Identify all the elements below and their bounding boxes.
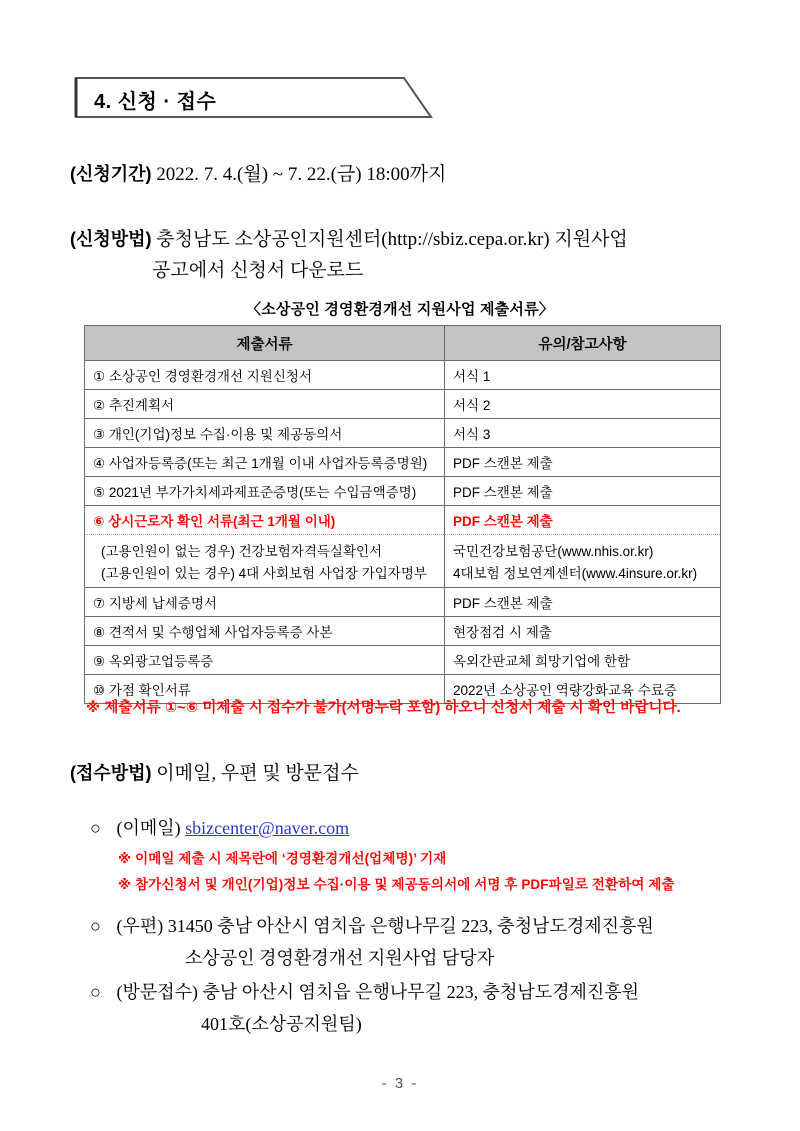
reception-visit-item	[90, 976, 639, 1008]
application-period-row	[70, 157, 446, 192]
application-method-value-continued: 공고에서 신청서 다운로드	[152, 260, 364, 281]
reception-postal-item	[90, 910, 654, 942]
reception-email-prefix: (이메일)	[116, 818, 181, 838]
table-row	[85, 561, 721, 588]
table-body	[85, 361, 721, 704]
cell-note: 4대보험 정보연계센터(www.4insure.or.kr)	[445, 561, 721, 588]
application-method-label: (신청방법)	[70, 229, 152, 249]
cell-document-name: ⑧ 견적서 및 수행업체 사업자등록증 사본	[85, 617, 445, 646]
reception-postal-text-continued: 소상공인 경영환경개선 지원사업 담당자	[185, 948, 495, 968]
cell-document-name: ③ 개인(기업)정보 수집·이용 및 제공동의서	[85, 419, 445, 448]
bullet-circle-icon: ○	[90, 916, 101, 936]
reception-method-row	[70, 756, 359, 791]
bullet-circle-icon: ○	[90, 982, 101, 1002]
table-row	[85, 588, 721, 617]
submission-warning-note: ※ 제출서류 ①~⑥ 미제출 시 접수가 불가(서명누락 포함) 하오니 신청서 제출 시 확인 바랍니다.	[86, 700, 681, 716]
email-sub-note-1: ※ 이메일 제출 시 제목란에 ‘경영환경개선(업체명)’ 기재	[118, 851, 447, 866]
reception-email-item	[90, 812, 349, 844]
cell-note: 옥외간판교체 희망기업에 한함	[445, 646, 721, 675]
table-row	[85, 646, 721, 675]
section-header-flag	[74, 76, 434, 120]
email-sub-note-2: ※ 참가신청서 및 개인(기업)정보 수집·이용 및 제공동의서에 서명 후 PDF파일로 전환하여 제출	[118, 877, 675, 892]
table-row	[85, 390, 721, 419]
table-row	[85, 617, 721, 646]
table-row	[85, 361, 721, 390]
cell-document-name: ⑨ 옥외광고업등록증	[85, 646, 445, 675]
cell-note: 서식 3	[445, 419, 721, 448]
cell-document-name: ⑦ 지방세 납세증명서	[85, 588, 445, 617]
page-title: 4. 신청 · 접수	[94, 91, 217, 113]
page-number-footer: - 3 -	[381, 1075, 419, 1092]
reception-postal-text: (우편) 31450 충남 아산시 염치읍 은행나무길 223, 충청남도경제진흥원	[116, 916, 654, 936]
cell-note: PDF 스캔본 제출	[445, 588, 721, 617]
cell-document-name: ⑤ 2021년 부가가치세과제표준증명(또는 수입금액증명)	[85, 477, 445, 506]
cell-note: 2022년 소상공인 역량강화교육 수료증	[445, 675, 721, 704]
cell-note: 현장점검 시 제출	[445, 617, 721, 646]
cell-document-name: ⑩ 가점 확인서류	[85, 675, 445, 704]
cell-document-name: ⑥ 상시근로자 확인 서류(최근 1개월 이내)	[85, 506, 445, 535]
cell-document-name: ② 추진계획서	[85, 390, 445, 419]
table-caption: 〈소상공인 경영환경개선 지원사업 제출서류〉	[246, 301, 554, 318]
cell-note: 서식 1	[445, 361, 721, 390]
email-link[interactable]: sbizcenter@naver.com	[185, 818, 350, 838]
application-period-label: (신청기간)	[70, 164, 152, 184]
application-period-value: 2022. 7. 4.(월) ~ 7. 22.(금) 18:00까지	[156, 164, 447, 185]
cell-note: 국민건강보험공단(www.nhis.or.kr)	[445, 535, 721, 562]
reception-visit-text-continued: 401호(소상공지원팀)	[201, 1014, 362, 1034]
reception-visit-text: (방문접수) 충남 아산시 염치읍 은행나무길 223, 충청남도경제진흥원	[116, 982, 640, 1002]
cell-note: PDF 스캔본 제출	[445, 477, 721, 506]
reception-method-label: (접수방법)	[70, 763, 152, 783]
table-header-row	[85, 326, 721, 361]
bullet-circle-icon: ○	[90, 818, 101, 838]
cell-note: PDF 스캔본 제출	[445, 506, 721, 535]
table-row	[85, 506, 721, 535]
table-row	[85, 477, 721, 506]
application-method-value: 충청남도 소상공인지원센터(http://sbiz.cepa.or.kr) 지원사업	[156, 229, 628, 250]
cell-document-name: (고용인원이 없는 경우) 건강보험자격득실확인서	[85, 535, 445, 562]
application-method-row	[70, 222, 628, 257]
table-row	[85, 535, 721, 562]
cell-document-name: ④ 사업자등록증(또는 최근 1개월 이내 사업자등록증명원)	[85, 448, 445, 477]
cell-document-name: ① 소상공인 경영환경개선 지원신청서	[85, 361, 445, 390]
table-row	[85, 448, 721, 477]
cell-note: PDF 스캔본 제출	[445, 448, 721, 477]
cell-note: 서식 2	[445, 390, 721, 419]
column-header-notes: 유의/참고사항	[445, 326, 721, 361]
table-row	[85, 419, 721, 448]
column-header-documents: 제출서류	[85, 326, 445, 361]
required-documents-table	[84, 325, 721, 704]
cell-document-name: (고용인원이 있는 경우) 4대 사회보험 사업장 가입자명부	[85, 561, 445, 588]
reception-method-value: 이메일, 우편 및 방문접수	[156, 763, 359, 784]
